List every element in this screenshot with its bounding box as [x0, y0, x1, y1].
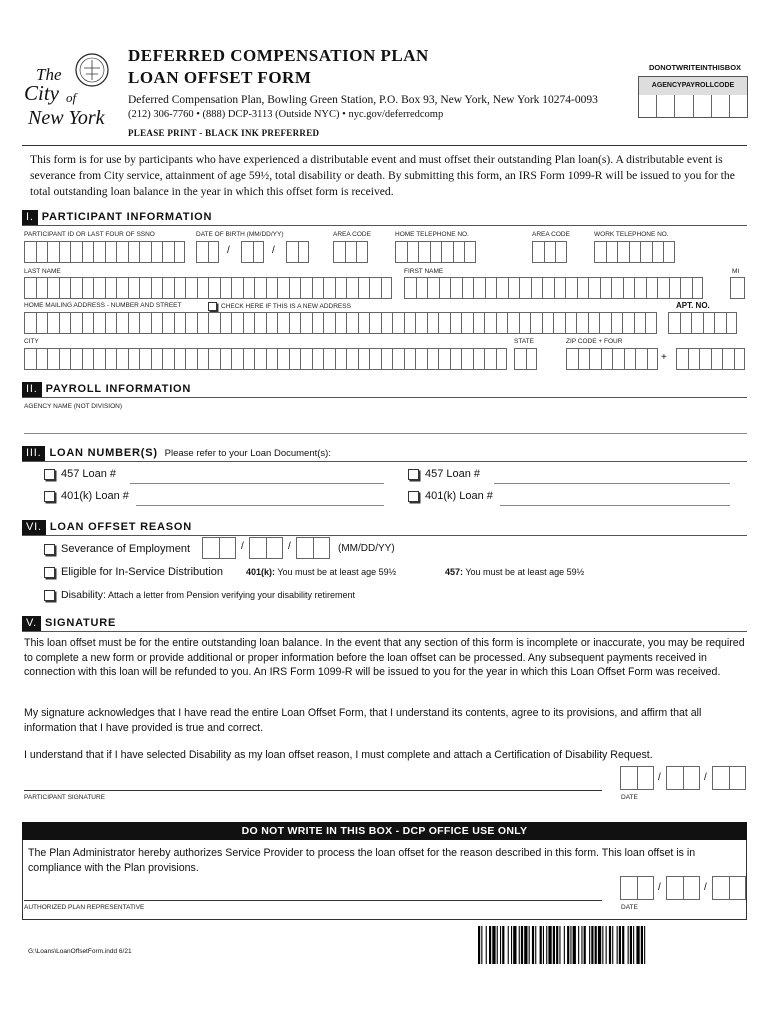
participant-signature-label: PARTICIPANT SIGNATURE — [24, 794, 106, 801]
section5-number: V. — [22, 616, 41, 631]
barcode-bar — [591, 926, 593, 964]
barcode-bar — [612, 926, 613, 964]
barcode-bar — [492, 926, 495, 964]
note-457: 457: You must be at least age 59½ — [445, 567, 585, 577]
severance-checkbox[interactable] — [44, 544, 55, 555]
office-date-slash-2: / — [704, 882, 707, 893]
barcode-bar — [478, 926, 480, 964]
mi-label: MI — [732, 268, 740, 275]
office-date-day-boxes[interactable] — [666, 876, 700, 900]
do-not-write-label: DONOTWRITEINTHISBOX — [648, 63, 742, 72]
loan401k-right-checkbox[interactable] — [408, 491, 419, 502]
section4-title: LOAN OFFSET REASON — [49, 521, 192, 533]
agency-payroll-code-box — [638, 76, 748, 118]
barcode-bar — [532, 926, 534, 964]
logo-of: of — [66, 90, 77, 105]
loan457-right-label: 457 Loan # — [425, 468, 481, 480]
section5-header — [22, 616, 747, 631]
nyc-logo — [22, 48, 122, 130]
work-phone-label: WORK TELEPHONE NO. — [594, 231, 669, 238]
mailing-address-boxes[interactable] — [24, 312, 657, 334]
barcode-bar — [486, 926, 487, 964]
zip-plus: + — [661, 352, 667, 363]
dob-month-boxes[interactable] — [196, 241, 219, 263]
office-date-month-boxes[interactable] — [620, 876, 654, 900]
first-name-boxes[interactable] — [404, 277, 703, 299]
barcode-bar — [584, 926, 586, 964]
barcode-bar — [548, 926, 551, 964]
new-address-checkbox[interactable] — [208, 302, 217, 311]
barcode-bar — [535, 926, 536, 964]
section4-number: VI. — [22, 520, 46, 535]
barcode-bar — [521, 926, 523, 964]
zip-four-boxes[interactable] — [676, 348, 745, 370]
last-name-boxes[interactable] — [24, 277, 392, 299]
barcode-bar — [540, 926, 542, 964]
intro-paragraph: This form is for use by participants who have experienced a distributable event and must offset their outstanding Plan loan(s). A distributable event is severance from City service, attainment of age 59½, total disability or death. By submitting this form, an IRS Form 1099-R will be issued to you for the total outstanding loan balance in the year in which this offset form is received. — [30, 153, 735, 198]
office-use-text: The Plan Administrator hereby authorizes Service Provider to process the loan offset for the reason described in this form. This loan offset is in compliance with the Plan provisions. — [28, 847, 696, 874]
loan457-left-checkbox[interactable] — [44, 469, 55, 480]
city-boxes[interactable] — [24, 348, 507, 370]
barcode-bar — [589, 926, 590, 964]
barcode-bar — [511, 926, 512, 964]
barcode-bar — [581, 926, 582, 964]
barcode-bar — [617, 926, 618, 964]
office-date-label: DATE — [621, 904, 638, 911]
mi-box[interactable] — [730, 277, 745, 299]
dob-slash-2: / — [272, 245, 275, 256]
loan401k-left — [44, 490, 129, 502]
barcode-bar — [602, 926, 603, 964]
section2-number: II. — [22, 382, 42, 397]
work-phone-boxes[interactable] — [594, 241, 675, 263]
loan401k-left-checkbox[interactable] — [44, 491, 55, 502]
severance-label: Severance of Employment — [61, 543, 191, 555]
sig-date-day-boxes[interactable] — [666, 766, 700, 790]
severance-slash-1: / — [241, 541, 244, 552]
sig-date-month-boxes[interactable] — [620, 766, 654, 790]
dob-year-boxes[interactable] — [286, 241, 309, 263]
section3-number: III. — [22, 446, 45, 461]
sig-date-label: DATE — [621, 794, 638, 801]
barcode-bar — [508, 926, 509, 964]
signature-para2: My signature acknowledges that I have read the entire Loan Offset Form, that I understand its contents, agree to its provisions, and affirm that all information that I have provided is true and correct. — [24, 707, 702, 734]
barcode-bar — [636, 926, 639, 964]
dob-day-boxes[interactable] — [241, 241, 264, 263]
last-name-label: LAST NAME — [24, 268, 61, 275]
barcode-bar — [628, 926, 629, 964]
barcode-bar — [559, 926, 560, 964]
zip-boxes[interactable] — [566, 348, 658, 370]
loan401k-left-label: 401(k) Loan # — [61, 490, 129, 502]
state-boxes[interactable] — [514, 348, 537, 370]
barcode-bar — [513, 926, 516, 964]
barcode-bar — [570, 926, 571, 964]
logo-the: The — [36, 65, 62, 84]
loan457-right — [408, 468, 480, 480]
dob-label: DATE OF BIRTH (MM/DD/YY) — [196, 231, 284, 238]
disability-option — [44, 589, 355, 601]
severance-year-boxes[interactable] — [296, 537, 330, 559]
sig-date-year-boxes[interactable] — [712, 766, 746, 790]
barcode-bar — [573, 926, 576, 964]
dob-slash-1: / — [227, 245, 230, 256]
loan457-right-checkbox[interactable] — [408, 469, 419, 480]
barcode-bar — [489, 926, 491, 964]
barcode-bar — [609, 926, 611, 964]
barcode-bar — [644, 926, 645, 964]
section2-title: PAYROLL INFORMATION — [45, 383, 192, 395]
barcode — [478, 926, 746, 964]
loan457-right-line[interactable] — [494, 483, 730, 484]
barcode-bar — [546, 926, 547, 964]
agency-payroll-code-label: AGENCYPAYROLLCODE — [639, 77, 747, 95]
barcode-bar — [633, 926, 634, 964]
inservice-label: Eligible for In-Service Distribution — [61, 566, 224, 578]
loan401k-right — [408, 490, 493, 502]
barcode-bar — [553, 926, 555, 964]
form-title-line2: LOAN OFFSET FORM — [128, 68, 312, 87]
state-label: STATE — [514, 338, 534, 345]
section3-header — [22, 446, 747, 461]
barcode-bar — [481, 926, 482, 964]
barcode-bar — [578, 926, 579, 964]
agency-name-line[interactable] — [24, 433, 747, 434]
authorized-rep-label: AUTHORIZED PLAN REPRESENTATIVE — [24, 904, 145, 911]
office-date-year-boxes[interactable] — [712, 876, 746, 900]
print-note: PLEASE PRINT - BLACK INK PREFERRED — [128, 128, 320, 138]
participant-id-label: PARTICIPANT ID OR LAST FOUR OF SSNO — [24, 231, 155, 238]
barcode-bar — [524, 926, 527, 964]
home-area-code-boxes[interactable] — [333, 241, 368, 263]
plan-contact: (212) 306-7760 • (888) DCP-3113 (Outside NYC) • nyc.gov/deferredcomp — [128, 109, 444, 120]
logo-new-york: New York — [28, 107, 105, 129]
section3-title: LOAN NUMBER(S) — [49, 447, 158, 459]
authorized-rep-line[interactable] — [24, 900, 602, 901]
barcode-bar — [500, 926, 501, 964]
barcode-bar — [598, 926, 601, 964]
barcode-bar — [595, 926, 597, 964]
note-401k: 401(k): You must be at least age 59½ — [246, 567, 397, 577]
severance-day-boxes[interactable] — [249, 537, 283, 559]
logo-city: City — [24, 81, 59, 105]
barcode-bar — [519, 926, 520, 964]
participant-id-boxes[interactable] — [24, 241, 185, 263]
header-divider — [22, 145, 747, 146]
loan401k-right-label: 401(k) Loan # — [425, 490, 493, 502]
mailing-address-label: HOME MAILING ADDRESS - NUMBER AND STREET — [24, 302, 182, 309]
new-address-text: CHECK HERE IF THIS IS A NEW ADDRESS — [221, 303, 351, 311]
disability-checkbox[interactable] — [44, 590, 55, 601]
section1-title: PARTICIPANT INFORMATION — [41, 211, 213, 223]
barcode-bar — [502, 926, 504, 964]
loan401k-left-line[interactable] — [136, 505, 384, 506]
inservice-option — [44, 566, 223, 578]
barcode-bar — [606, 926, 607, 964]
barcode-bar — [630, 926, 632, 964]
work-area-code-boxes[interactable] — [532, 241, 567, 263]
new-address-checkbox-label[interactable] — [208, 302, 351, 311]
first-name-label: FIRST NAME — [404, 268, 444, 275]
severance-option — [44, 543, 190, 555]
file-reference: G:\Loans\LoanOffsetForm.indd 6/21 — [28, 948, 132, 955]
inservice-checkbox[interactable] — [44, 567, 55, 578]
form-title-line1: DEFERRED COMPENSATION PLAN — [128, 46, 429, 65]
area-code-label: AREA CODE — [333, 231, 371, 238]
severance-date-format: (MM/DD/YY) — [338, 543, 395, 554]
barcode-bar — [641, 926, 643, 964]
work-area-code-label: AREA CODE — [532, 231, 570, 238]
severance-slash-2: / — [288, 541, 291, 552]
office-use-header: DO NOT WRITE IN THIS BOX - DCP OFFICE USE ONLY — [22, 822, 747, 840]
loan457-left-line[interactable] — [130, 483, 384, 484]
sig-date-slash-1: / — [658, 772, 661, 783]
loan457-left-label: 457 Loan # — [61, 468, 117, 480]
barcode-bar — [543, 926, 544, 964]
disability-note: Attach a letter from Pension verifying your disability retirement — [105, 590, 356, 600]
barcode-bar — [567, 926, 569, 964]
section3-subtitle: Please refer to your Loan Document(s): — [164, 448, 331, 459]
barcode-bar — [529, 926, 530, 964]
barcode-bar — [564, 926, 565, 964]
apt-label: APT. NO. — [676, 301, 710, 310]
signature-para1: This loan offset must be for the entire outstanding loan balance. In the event that any section of this form is incomplete or inaccurate, you may be required to complete a new form or provide additional or proper information before the loan offset can be processed. Any subsequent payments received in connection with this loan will be refunded to you. An IRS Form 1099-R will be issued to you for the year in which this Loan Offset Form was received. — [24, 637, 745, 678]
apt-boxes[interactable] — [668, 312, 737, 334]
section2-header — [22, 382, 747, 397]
section1-header — [22, 210, 747, 225]
participant-signature-line[interactable] — [24, 790, 602, 791]
loan401k-right-line[interactable] — [500, 505, 730, 506]
severance-month-boxes[interactable] — [202, 537, 236, 559]
barcode-bar — [619, 926, 621, 964]
home-phone-label: HOME TELEPHONE NO. — [395, 231, 469, 238]
sig-date-slash-2: / — [704, 772, 707, 783]
disability-label: Disability: — [61, 589, 106, 601]
home-phone-boxes[interactable] — [395, 241, 476, 263]
office-date-slash-1: / — [658, 882, 661, 893]
barcode-bar — [622, 926, 624, 964]
barcode-bar — [556, 926, 558, 964]
section4-header — [22, 520, 747, 535]
section5-title: SIGNATURE — [44, 617, 117, 629]
section1-number: I. — [22, 210, 38, 225]
zip-label: ZIP CODE + FOUR — [566, 338, 623, 345]
signature-para3: I understand that if I have selected Disability as my loan offset reason, I must complete and attach a Certification of Disability Request. — [24, 749, 653, 761]
city-label: CITY — [24, 338, 39, 345]
loan457-left — [44, 468, 116, 480]
plan-address: Deferred Compensation Plan, Bowling Green Station, P.O. Box 93, New York, New York 10274-0093 — [128, 94, 598, 106]
barcode-bar — [497, 926, 498, 964]
agency-name-label: AGENCY NAME (NOT DIVISION) — [24, 403, 122, 410]
